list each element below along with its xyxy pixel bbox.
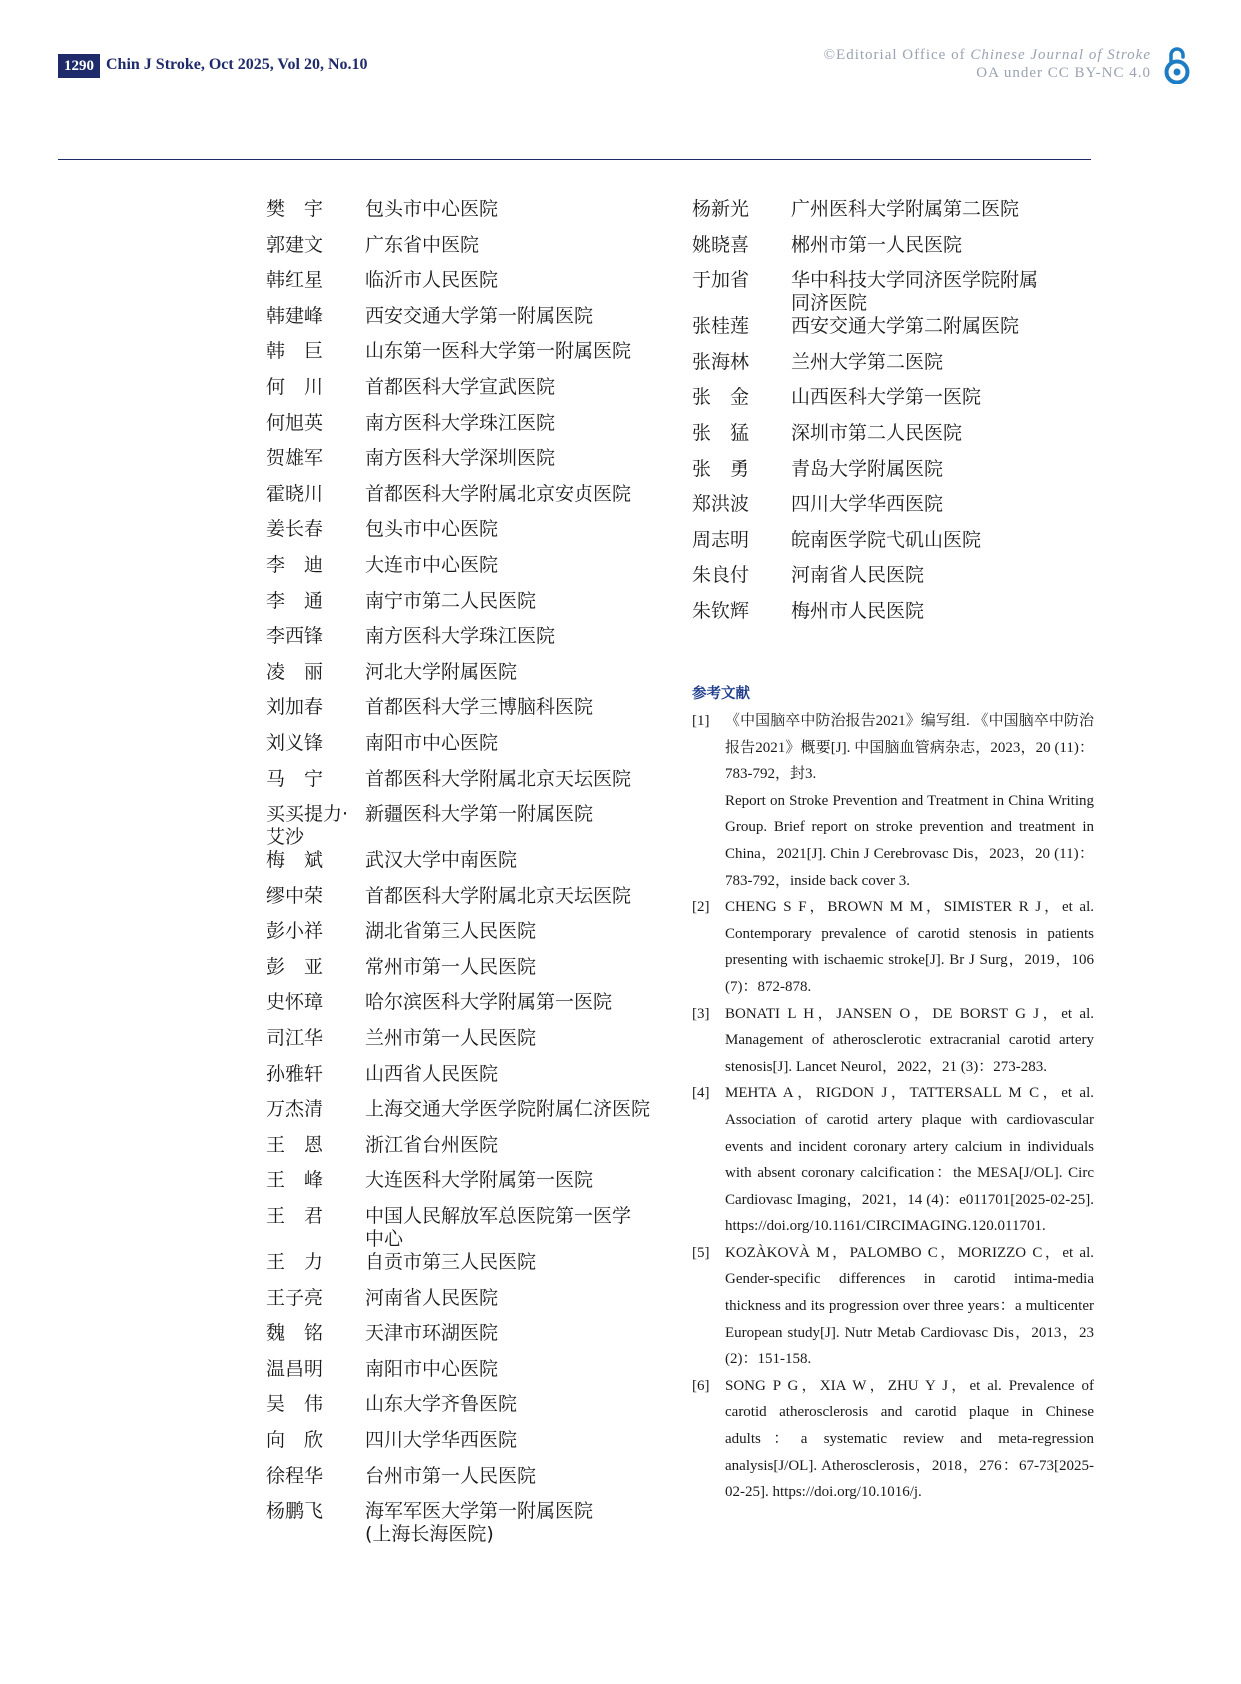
member-institution: 山西医科大学第一医院	[791, 386, 982, 409]
member-name: 刘加春	[266, 696, 324, 719]
member-name: 周志明	[692, 528, 750, 551]
open-access-icon	[1163, 46, 1191, 84]
member-row	[266, 1027, 696, 1063]
member-institution: 哈尔滨医科大学附属第一医院	[365, 991, 613, 1014]
member-name: 王 力	[266, 1251, 324, 1274]
member-name: 朱钦辉	[692, 599, 750, 622]
member-name: 于加省	[692, 269, 750, 292]
member-row	[266, 447, 696, 483]
member-institution: 兰州大学第二医院	[791, 350, 944, 373]
member-institution: 浙江省台州医院	[365, 1133, 499, 1156]
member-institution: 首都医科大学宣武医院	[365, 375, 556, 398]
reference-citation: CHENG S F，BROWN M M，SIMISTER R J，et al. Contemporary prevalence of carotid stenosis in patients presenting with ischaemic stroke[J]. Br J Surg，2019，106 (7)：872-878.	[725, 899, 1094, 995]
member-name: 李 迪	[266, 553, 324, 576]
member-row	[266, 590, 696, 626]
member-name: 何旭英	[266, 411, 324, 434]
member-row	[692, 600, 1112, 636]
member-row	[266, 885, 696, 921]
member-institution: 西安交通大学第一附属医院	[365, 304, 594, 327]
member-name: 朱良付	[692, 564, 750, 587]
member-institution: 河南省人民医院	[791, 564, 925, 587]
copyright-notice	[824, 46, 1151, 82]
page-header	[58, 46, 1191, 96]
member-row	[266, 483, 696, 519]
page-number: 1290	[58, 54, 100, 78]
member-institution: 大连市中心医院	[365, 553, 499, 576]
member-institution: 湖北省第三人民医院	[365, 920, 537, 943]
member-name: 魏 铭	[266, 1322, 324, 1345]
member-row	[266, 956, 696, 992]
member-institution: 中国人民解放军总医院第一医学 中心	[365, 1205, 632, 1251]
member-institution: 台州市第一人民医院	[365, 1464, 537, 1487]
reference-text	[725, 1240, 1094, 1373]
member-name: 贺雄军	[266, 447, 324, 470]
member-institution: 包头市中心医院	[365, 198, 499, 220]
member-name: 郭建文	[266, 233, 324, 256]
member-row	[266, 625, 696, 661]
member-row	[692, 422, 1112, 458]
member-institution: 海军军医大学第一附属医院 (上海长海医院)	[365, 1500, 594, 1546]
member-row	[692, 234, 1112, 270]
reference-citation: SONG P G，XIA W，ZHU Y J，et al. Prevalence of carotid atherosclerosis and carotid plaque in Chinese adults：a systematic review and meta-regression analysis[J/OL]. Atherosclerosis，2018，276：67-73[2025-02-25]. https://doi.org/10.1016/j.	[725, 1377, 1094, 1501]
reference-number: [6]	[692, 1377, 710, 1394]
member-row	[266, 1322, 696, 1358]
member-name: 王子亮	[266, 1286, 324, 1309]
member-row	[266, 1287, 696, 1323]
member-row	[692, 269, 1112, 315]
reference-english-translation: Report on Stroke Prevention and Treatment in China Writing Group. Brief report on stroke prevention and treatment in China，2021[J]. Chin J Cerebrovasc Dis，2023，20 (11)：783-792，inside back cover 3.	[725, 792, 1094, 889]
member-row	[266, 305, 696, 341]
member-name: 郑洪波	[692, 493, 750, 516]
member-row	[692, 493, 1112, 529]
member-name: 刘义锋	[266, 731, 324, 754]
member-row	[266, 1063, 696, 1099]
member-institution: 青岛大学附属医院	[791, 457, 944, 480]
references-list	[692, 708, 1094, 1506]
member-row	[266, 920, 696, 956]
reference-number: [2]	[692, 899, 710, 916]
member-institution: 大连医科大学附属第一医院	[365, 1169, 594, 1192]
member-institution: 首都医科大学附属北京天坛医院	[365, 884, 632, 907]
reference-text	[725, 1373, 1094, 1506]
member-institution: 首都医科大学三博脑科医院	[365, 696, 594, 719]
member-name: 韩建峰	[266, 304, 324, 327]
member-name: 张桂莲	[692, 315, 750, 338]
reference-item	[692, 1373, 1094, 1506]
member-row	[266, 991, 696, 1027]
member-row	[692, 386, 1112, 422]
member-name: 姚晓喜	[692, 233, 750, 256]
member-institution: 四川大学华西医院	[791, 493, 944, 516]
member-institution: 深圳市第二人民医院	[791, 421, 963, 444]
member-institution: 南方医科大学珠江医院	[365, 625, 556, 648]
member-row	[266, 661, 696, 697]
member-name: 梅 斌	[266, 849, 324, 872]
member-row	[266, 518, 696, 554]
member-row	[266, 340, 696, 376]
member-row	[266, 376, 696, 412]
member-name: 张 金	[692, 386, 750, 409]
reference-citation: KOZÀKOVÀ M，PALOMBO C，MORIZZO C，et al. Gender-specific differences in carotid intima-media thickness and its progression over three years：a multicenter European study[J]. Nutr Metab Cardiovasc Dis，2013，23 (2)：151-158.	[725, 1244, 1094, 1368]
member-institution: 广州医科大学附属第二医院	[791, 198, 1020, 220]
member-name: 王 恩	[266, 1133, 324, 1156]
member-institution: 广东省中医院	[365, 233, 480, 256]
member-name: 杨鹏飞	[266, 1500, 324, 1523]
member-name: 张 勇	[692, 457, 750, 480]
reference-item	[692, 1080, 1094, 1240]
reference-text	[725, 1001, 1094, 1081]
reference-citation: BONATI L H，JANSEN O，DE BORST G J，et al. Management of atherosclerotic extracranial carotid artery stenosis[J]. Lancet Neurol，2022，21 (3)：273-283.	[725, 1005, 1094, 1075]
member-row	[266, 1393, 696, 1429]
member-name: 温昌明	[266, 1357, 324, 1380]
member-institution: 梅州市人民医院	[791, 599, 925, 622]
member-institution: 山西省人民医院	[365, 1062, 499, 1085]
member-institution: 常州市第一人民医院	[365, 955, 537, 978]
reference-item	[692, 708, 1094, 894]
member-row	[692, 315, 1112, 351]
member-name: 彭 亚	[266, 955, 324, 978]
member-institution: 四川大学华西医院	[365, 1429, 518, 1451]
reference-text	[725, 708, 1094, 894]
member-row	[266, 849, 696, 885]
member-row	[266, 1169, 696, 1205]
journal-citation: Chin J Stroke, Oct 2025, Vol 20, No.10	[106, 56, 368, 73]
member-institution: 皖南医学院弋矶山医院	[791, 528, 982, 551]
member-name: 向 欣	[266, 1429, 324, 1451]
member-row	[266, 803, 696, 849]
reference-item	[692, 1001, 1094, 1081]
member-institution: 自贡市第三人民医院	[365, 1251, 537, 1274]
member-name: 凌 丽	[266, 660, 324, 683]
member-name: 杨新光	[692, 198, 750, 220]
member-row	[266, 269, 696, 305]
member-institution: 南方医科大学珠江医院	[365, 411, 556, 434]
member-name: 韩红星	[266, 269, 324, 292]
member-row	[266, 768, 696, 804]
member-name: 彭小祥	[266, 920, 324, 943]
member-name: 霍晓川	[266, 482, 324, 505]
member-list-left	[266, 198, 696, 1546]
member-row	[692, 351, 1112, 387]
member-institution: 首都医科大学附属北京天坛医院	[365, 767, 632, 790]
member-row	[266, 1465, 696, 1501]
reference-number: [1]	[692, 713, 710, 729]
member-list-right	[692, 198, 1112, 636]
member-name: 缪中荣	[266, 884, 324, 907]
member-institution: 新疆医科大学第一附属医院	[365, 803, 594, 826]
member-institution: 临沂市人民医院	[365, 269, 499, 292]
member-name: 王 峰	[266, 1169, 324, 1192]
member-row	[266, 1205, 696, 1251]
member-institution: 河北大学附属医院	[365, 660, 518, 683]
reference-number: [4]	[692, 1085, 710, 1102]
member-row	[266, 554, 696, 590]
member-row	[692, 529, 1112, 565]
member-name: 张海林	[692, 350, 750, 373]
member-name: 买买提力· 艾沙	[266, 803, 349, 849]
reference-citation: MEHTA A，RIGDON J，TATTERSALL M C，et al. Association of carotid artery plaque with cardiovascular events and incident coronary artery calcium in individuals with absent coronary calcification：the MESA[J/OL]. Circ Cardiovasc Imaging，2021，14 (4)：e011701[2025-02-25]. https://doi.org/10.1161/CIRCIMAGING.120.011701.	[725, 1085, 1094, 1235]
member-row	[692, 564, 1112, 600]
member-institution: 西安交通大学第二附属医院	[791, 315, 1020, 338]
member-institution: 河南省人民医院	[365, 1286, 499, 1309]
member-row	[266, 1251, 696, 1287]
member-institution: 首都医科大学附属北京安贞医院	[365, 482, 632, 505]
member-institution: 山东大学齐鲁医院	[365, 1393, 518, 1416]
member-institution: 南阳市中心医院	[365, 731, 499, 754]
member-institution: 郴州市第一人民医院	[791, 233, 963, 256]
copyright-journal: Chinese Journal of Stroke	[970, 47, 1151, 63]
member-row	[266, 412, 696, 448]
header-divider	[58, 159, 1091, 160]
reference-item	[692, 894, 1094, 1000]
member-name: 何 川	[266, 375, 324, 398]
reference-item	[692, 1240, 1094, 1373]
reference-number: [3]	[692, 1005, 710, 1022]
member-name: 马 宁	[266, 767, 324, 790]
member-name: 樊 宇	[266, 198, 324, 220]
member-row	[266, 1500, 696, 1546]
member-name: 王 君	[266, 1205, 324, 1228]
member-row	[266, 1429, 696, 1465]
member-row	[692, 198, 1112, 234]
member-institution: 兰州市第一人民医院	[365, 1027, 537, 1050]
member-institution: 武汉大学中南医院	[365, 849, 518, 872]
copyright-prefix: ©Editorial Office of	[823, 47, 971, 63]
member-institution: 南宁市第二人民医院	[365, 589, 537, 612]
member-row	[266, 696, 696, 732]
reference-text	[725, 894, 1094, 1000]
member-name: 姜长春	[266, 518, 324, 541]
references-heading: 参考文献	[692, 686, 750, 702]
member-name: 史怀璋	[266, 991, 324, 1014]
member-institution: 上海交通大学医学院附属仁济医院	[365, 1098, 651, 1121]
member-name: 李 通	[266, 589, 324, 612]
member-institution: 华中科技大学同济医学院附属 同济医院	[791, 269, 1039, 315]
member-name: 孙雅轩	[266, 1062, 324, 1085]
member-name: 韩 巨	[266, 340, 324, 363]
member-name: 徐程华	[266, 1464, 324, 1487]
member-institution: 山东第一医科大学第一附属医院	[365, 340, 632, 363]
license-text: OA under CC BY-NC 4.0	[976, 65, 1151, 81]
member-row	[266, 1098, 696, 1134]
member-row	[266, 1358, 696, 1394]
member-name: 吴 伟	[266, 1393, 324, 1416]
member-row	[266, 234, 696, 270]
member-row	[266, 1134, 696, 1170]
member-institution: 包头市中心医院	[365, 518, 499, 541]
reference-text	[725, 1080, 1094, 1240]
member-row	[266, 732, 696, 768]
member-name: 司江华	[266, 1027, 324, 1050]
member-institution: 南阳市中心医院	[365, 1357, 499, 1380]
member-row	[266, 198, 696, 234]
member-institution: 南方医科大学深圳医院	[365, 447, 556, 470]
member-row	[692, 458, 1112, 494]
member-name: 李西锋	[266, 625, 324, 648]
reference-number: [5]	[692, 1244, 710, 1261]
member-name: 万杰清	[266, 1098, 324, 1121]
member-name: 张 猛	[692, 421, 750, 444]
reference-citation: 《中国脑卒中防治报告2021》编写组. 《中国脑卒中防治报告2021》概要[J]. 中国脑血管病杂志，2023，20 (11)：783-792，封3.	[725, 713, 1094, 783]
member-institution: 天津市环湖医院	[365, 1322, 499, 1345]
